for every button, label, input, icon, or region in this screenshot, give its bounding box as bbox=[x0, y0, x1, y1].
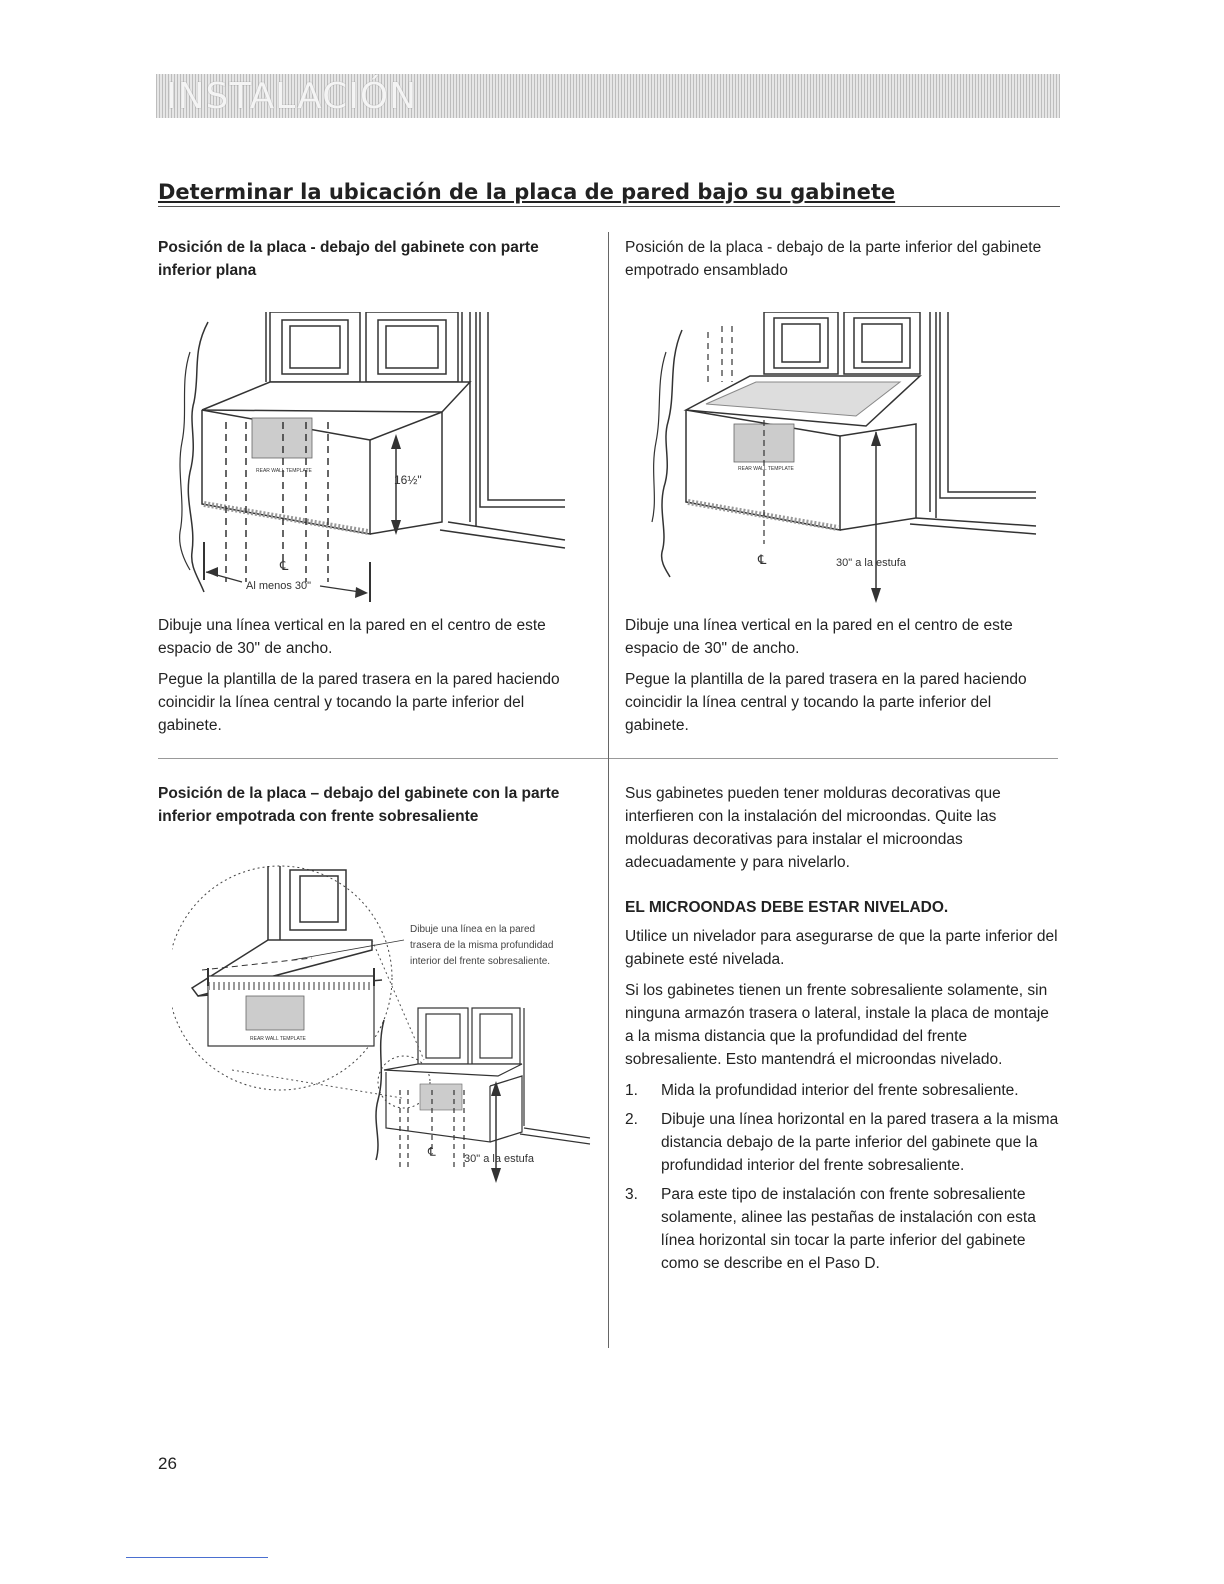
wall-trim bbox=[910, 312, 1036, 534]
column-divider-top bbox=[608, 232, 609, 758]
top-right-paragraph-1: Dibuje una línea vertical en la pared en el centro de este espacio de 30" de ancho. bbox=[625, 617, 1013, 657]
page-number: 26 bbox=[158, 1454, 177, 1473]
cabinet-bottom bbox=[202, 382, 470, 412]
banner-title: INSTALACIÓN bbox=[166, 76, 418, 117]
arrow-up-icon bbox=[871, 431, 881, 446]
template-label: REAR WALL TEMPLATE bbox=[256, 468, 312, 474]
arrow-up-icon bbox=[391, 434, 401, 449]
distance-label: 30" a la estufa bbox=[836, 557, 906, 569]
bottom-left-column bbox=[158, 782, 578, 828]
distance-label: 30" a la estufa bbox=[464, 1153, 534, 1165]
list-item bbox=[625, 1183, 1059, 1275]
step-text: Mida la profundidad interior del frente sobresaliente. bbox=[661, 1082, 1019, 1099]
steps-list bbox=[625, 1079, 1059, 1275]
top-left-text bbox=[158, 614, 590, 745]
top-left-column bbox=[158, 236, 578, 282]
microwave-outline bbox=[686, 410, 916, 530]
top-left-paragraph-2: Pegue la plantilla de la pared trasera en la pared haciendo coincidir la línea central y tocando la parte inferior del gabinete. bbox=[158, 671, 560, 734]
step-text: Para este tipo de instalación con frente sobresaliente solamente, alinee las pestañas de instalación con esta línea horizontal sin tocar la parte inferior del gabinete como se describe en el Paso D. bbox=[661, 1186, 1036, 1272]
top-right-text bbox=[625, 614, 1057, 745]
arrow-down-icon bbox=[491, 1168, 501, 1183]
section-title-text: Determinar la ubicación de la placa de pared bajo su gabinete bbox=[158, 180, 896, 204]
column-divider-bottom bbox=[608, 758, 609, 1348]
width-line-left bbox=[206, 572, 242, 582]
section-banner bbox=[156, 74, 1060, 118]
template-label: REAR WALL TEMPLATE bbox=[738, 466, 794, 472]
callout-line-1: Dibuje una línea en la pared bbox=[410, 924, 536, 935]
wall-edge-line bbox=[188, 322, 208, 592]
width-line-right bbox=[320, 586, 360, 592]
wall-edge-line bbox=[376, 1020, 384, 1160]
step-number: 1. bbox=[625, 1082, 638, 1099]
height-label: 16½" bbox=[394, 473, 422, 487]
list-item bbox=[625, 1108, 1059, 1177]
step-text: Dibuje una línea horizontal en la pared trasera a la misma distancia debajo de la parte inferior del gabinete que la profundidad interior del frente sobresaliente. bbox=[661, 1111, 1059, 1174]
top-right-heading: Posición de la placa - debajo de la parte inferior del gabinete empotrado ensamblado bbox=[625, 239, 1042, 279]
callout-line-3: interior del frente sobresaliente. bbox=[410, 956, 551, 967]
step-number: 3. bbox=[625, 1186, 638, 1203]
template-graphic bbox=[246, 996, 304, 1030]
small-cabinet-bottom bbox=[384, 1064, 522, 1076]
footer-rule bbox=[126, 1557, 268, 1558]
flat-bottom-cabinet-diagram bbox=[170, 312, 590, 612]
template-label: REAR WALL TEMPLATE bbox=[250, 1036, 306, 1042]
centerline-label: ℄ bbox=[280, 558, 289, 573]
step-number: 2. bbox=[625, 1111, 638, 1128]
arrow-down-icon bbox=[391, 520, 401, 535]
list-item bbox=[625, 1079, 1059, 1102]
section-title bbox=[158, 180, 1060, 207]
dashed-guides bbox=[708, 326, 732, 382]
top-right-paragraph-2: Pegue la plantilla de la pared trasera en la pared haciendo coincidir la línea central y tocando la parte inferior del gabinete. bbox=[625, 671, 1027, 734]
top-left-paragraph-1: Dibuje una línea vertical en la pared en el centro de este espacio de 30" de ancho. bbox=[158, 617, 546, 657]
callout-line-2: trasera de la misma profundidad bbox=[410, 940, 554, 951]
level-paragraph-2: Si los gabinetes tienen un frente sobresaliente solamente, sin ninguna armazón trasera o lateral, instale la placa de montaje a la misma distancia que la profundidad del frente sobresaliente. Esto mantendrá el microondas nivelado. bbox=[625, 982, 1049, 1068]
cabinet-doors bbox=[268, 866, 346, 940]
arrow-down-icon bbox=[871, 588, 881, 603]
arrow-right-icon bbox=[355, 587, 368, 598]
top-right-column bbox=[625, 236, 1045, 282]
level-heading: EL MICROONDAS DEBE ESTAR NIVELADO. bbox=[625, 899, 949, 916]
recessed-cabinet-diagram bbox=[640, 312, 1050, 607]
overhang-cabinet-diagram bbox=[172, 860, 592, 1190]
bottom-left-heading: Posición de la placa – debajo del gabinete con la parte inferior empotrada con frente sobresaliente bbox=[158, 785, 560, 825]
width-label: Al menos 30" bbox=[246, 580, 312, 592]
magnify-connector bbox=[232, 1070, 402, 1098]
small-template-graphic bbox=[420, 1084, 462, 1110]
wall-edge-line bbox=[662, 330, 682, 577]
bottom-right-column bbox=[625, 782, 1059, 1281]
top-left-heading: Posición de la placa - debajo del gabinete con parte inferior plana bbox=[158, 239, 539, 279]
centerline-label: ℄ bbox=[428, 1145, 436, 1159]
molding-intro: Sus gabinetes pueden tener molduras decorativas que interfieren con la instalación del microondas. Quite las molduras decorativas para instalar el microondas adecuadamente y para nivelarlo. bbox=[625, 785, 1001, 871]
wall-edge-line bbox=[180, 352, 190, 570]
microwave-outline bbox=[202, 410, 442, 534]
centerline-label: ℄ bbox=[758, 552, 767, 567]
small-wall-trim bbox=[520, 1134, 590, 1144]
template-graphic bbox=[252, 418, 312, 458]
wall-edge-line bbox=[652, 352, 666, 522]
level-paragraph-1: Utilice un nivelador para asegurarse de que la parte inferior del gabinete esté nivelada. bbox=[625, 928, 1058, 968]
hatch-strip bbox=[204, 504, 368, 532]
